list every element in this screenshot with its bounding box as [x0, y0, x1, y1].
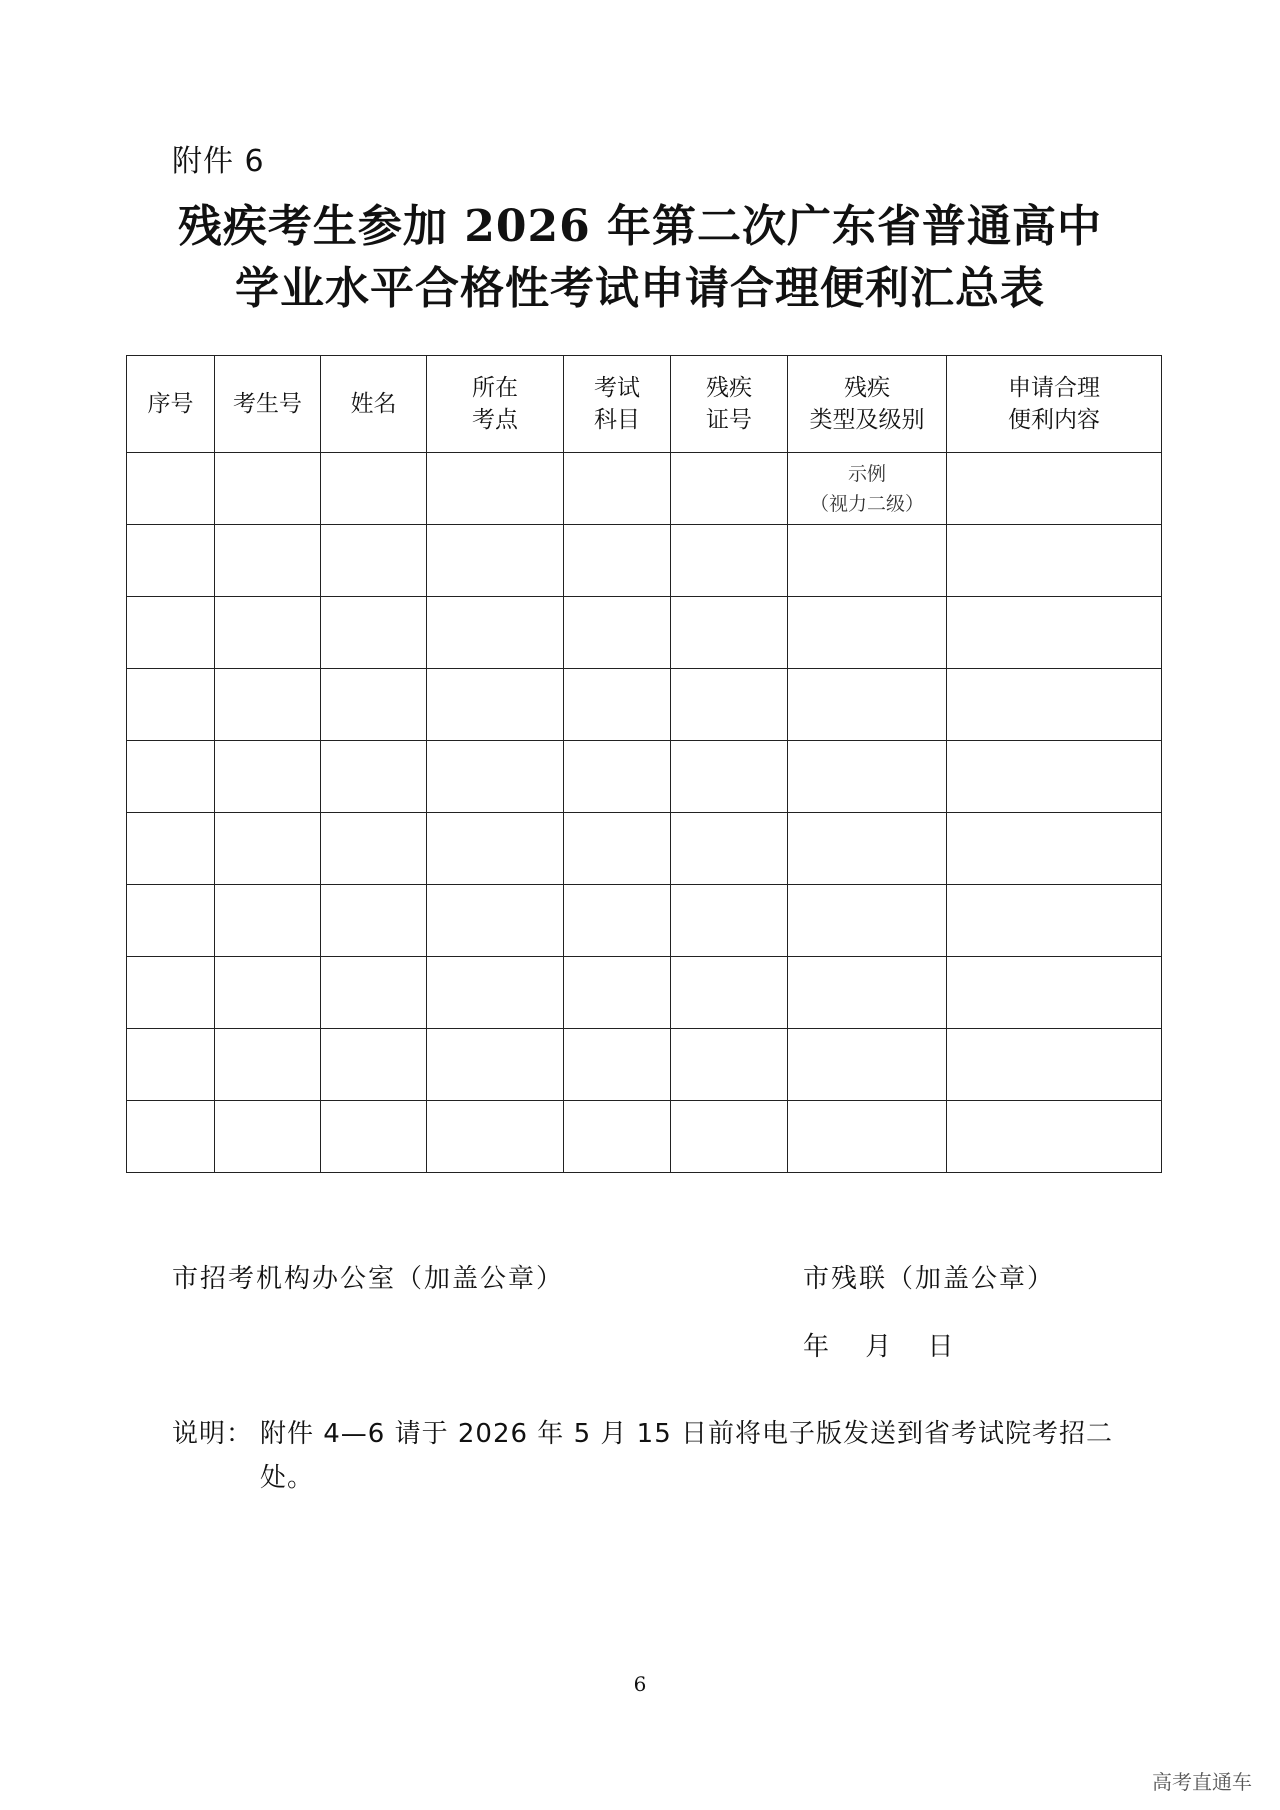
table-cell[interactable] — [321, 525, 427, 597]
table-cell[interactable] — [671, 1029, 788, 1101]
table-cell[interactable] — [427, 1029, 564, 1101]
table-cell[interactable] — [671, 813, 788, 885]
table-header-row — [127, 356, 1162, 453]
table-cell[interactable] — [671, 669, 788, 741]
table-cell[interactable] — [127, 813, 215, 885]
table-cell[interactable] — [564, 741, 671, 813]
table-cell[interactable] — [671, 885, 788, 957]
table-cell[interactable] — [321, 1101, 427, 1173]
header-disability-cert: 残疾 证号 — [671, 356, 788, 453]
note-text: 附件 4—6 请于 2026 年 5 月 15 日前将电子版发送到省考试院考招二处。 — [260, 1419, 1113, 1493]
header-exam-site: 所在 考点 — [427, 356, 564, 453]
table-cell[interactable] — [788, 1029, 947, 1101]
table-cell[interactable] — [321, 885, 427, 957]
table-cell[interactable] — [671, 525, 788, 597]
table-cell[interactable] — [564, 669, 671, 741]
table-cell[interactable] — [427, 1101, 564, 1173]
table-cell[interactable] — [947, 957, 1162, 1029]
table-cell[interactable] — [788, 885, 947, 957]
table-cell[interactable] — [788, 525, 947, 597]
table-cell[interactable] — [321, 957, 427, 1029]
table-cell[interactable] — [947, 1029, 1162, 1101]
table-cell[interactable] — [427, 813, 564, 885]
document-title-line-1: 残疾考生参加 2026 年第二次广东省普通高中 — [177, 201, 1103, 252]
table-cell[interactable] — [947, 741, 1162, 813]
header-serial: 序号 — [127, 356, 215, 453]
header-accommodation: 申请合理 便利内容 — [947, 356, 1162, 453]
header-name: 姓名 — [321, 356, 427, 453]
table-cell[interactable] — [947, 525, 1162, 597]
table-row — [127, 597, 1162, 669]
table-cell[interactable] — [321, 1029, 427, 1101]
table-row — [127, 525, 1162, 597]
table-cell[interactable] — [127, 741, 215, 813]
header-disability-type: 残疾 类型及级别 — [788, 356, 947, 453]
table-cell[interactable] — [788, 669, 947, 741]
table-cell[interactable] — [671, 741, 788, 813]
table-cell[interactable] — [564, 1101, 671, 1173]
table-cell[interactable] — [215, 525, 321, 597]
watermark: 高考直通车 — [1152, 1770, 1252, 1794]
table-cell[interactable] — [564, 453, 671, 525]
table-cell[interactable] — [215, 453, 321, 525]
table-cell[interactable] — [215, 741, 321, 813]
table-cell[interactable] — [127, 957, 215, 1029]
table-cell[interactable] — [427, 669, 564, 741]
table-cell[interactable] — [671, 1101, 788, 1173]
table-cell[interactable] — [215, 1029, 321, 1101]
table-cell[interactable] — [321, 813, 427, 885]
table-row — [127, 813, 1162, 885]
document-title-line-2: 学业水平合格性考试申请合理便利汇总表 — [235, 263, 1045, 314]
table-cell[interactable] — [947, 1101, 1162, 1173]
table-cell[interactable] — [947, 885, 1162, 957]
table-cell[interactable] — [215, 597, 321, 669]
table-cell[interactable] — [321, 741, 427, 813]
summary-table — [126, 355, 1162, 1173]
table-row — [127, 1029, 1162, 1101]
table-cell[interactable] — [788, 741, 947, 813]
table-row — [127, 453, 1162, 525]
city-disabled-federation-seal: 市残联（加盖公章） — [803, 1264, 1056, 1294]
table-cell[interactable] — [427, 957, 564, 1029]
table-row — [127, 957, 1162, 1029]
table-cell[interactable] — [564, 1029, 671, 1101]
table-cell[interactable] — [788, 1101, 947, 1173]
table-cell[interactable] — [564, 957, 671, 1029]
table-cell[interactable] — [215, 885, 321, 957]
table-cell[interactable] — [321, 453, 427, 525]
table-cell[interactable] — [127, 1029, 215, 1101]
table-cell[interactable] — [321, 669, 427, 741]
table-cell[interactable] — [788, 813, 947, 885]
table-row — [127, 1101, 1162, 1173]
page-number: 6 — [633, 1672, 647, 1696]
header-exam-number: 考生号 — [215, 356, 321, 453]
table-cell[interactable] — [427, 525, 564, 597]
table-cell[interactable] — [427, 453, 564, 525]
table-cell[interactable] — [947, 669, 1162, 741]
table-cell[interactable] — [215, 813, 321, 885]
table-cell[interactable] — [947, 453, 1162, 525]
table-cell[interactable] — [127, 669, 215, 741]
table-cell[interactable] — [427, 885, 564, 957]
table-cell[interactable] — [215, 669, 321, 741]
table-cell[interactable] — [127, 885, 215, 957]
table-cell[interactable] — [127, 597, 215, 669]
table-cell[interactable] — [564, 885, 671, 957]
table-cell[interactable] — [947, 597, 1162, 669]
date-line: 年 月 日 — [803, 1332, 954, 1362]
table-cell[interactable] — [788, 597, 947, 669]
table-cell[interactable] — [671, 453, 788, 525]
table-cell[interactable] — [427, 741, 564, 813]
table-row — [127, 885, 1162, 957]
table-cell[interactable] — [127, 525, 215, 597]
table-cell[interactable] — [321, 597, 427, 669]
table-cell[interactable] — [215, 1101, 321, 1173]
table-cell[interactable] — [564, 525, 671, 597]
table-cell[interactable] — [947, 813, 1162, 885]
sample-cell[interactable] — [788, 453, 947, 525]
attachment-label: 附件 6 — [172, 144, 265, 179]
note-label: 说明： — [172, 1419, 254, 1449]
header-exam-subject: 考试 科目 — [564, 356, 671, 453]
table-cell[interactable] — [671, 597, 788, 669]
table-cell[interactable] — [127, 1101, 215, 1173]
table-cell[interactable] — [564, 813, 671, 885]
table-row — [127, 669, 1162, 741]
sample-text: 示例 （视力二级） — [809, 462, 924, 515]
table-cell[interactable] — [564, 597, 671, 669]
table-cell[interactable] — [671, 957, 788, 1029]
table-cell[interactable] — [427, 597, 564, 669]
table-row — [127, 741, 1162, 813]
table-cell[interactable] — [788, 957, 947, 1029]
city-exam-office-seal: 市招考机构办公室（加盖公章） — [172, 1264, 565, 1294]
table-cell[interactable] — [215, 957, 321, 1029]
note — [172, 1412, 1132, 1500]
table-cell[interactable] — [127, 453, 215, 525]
